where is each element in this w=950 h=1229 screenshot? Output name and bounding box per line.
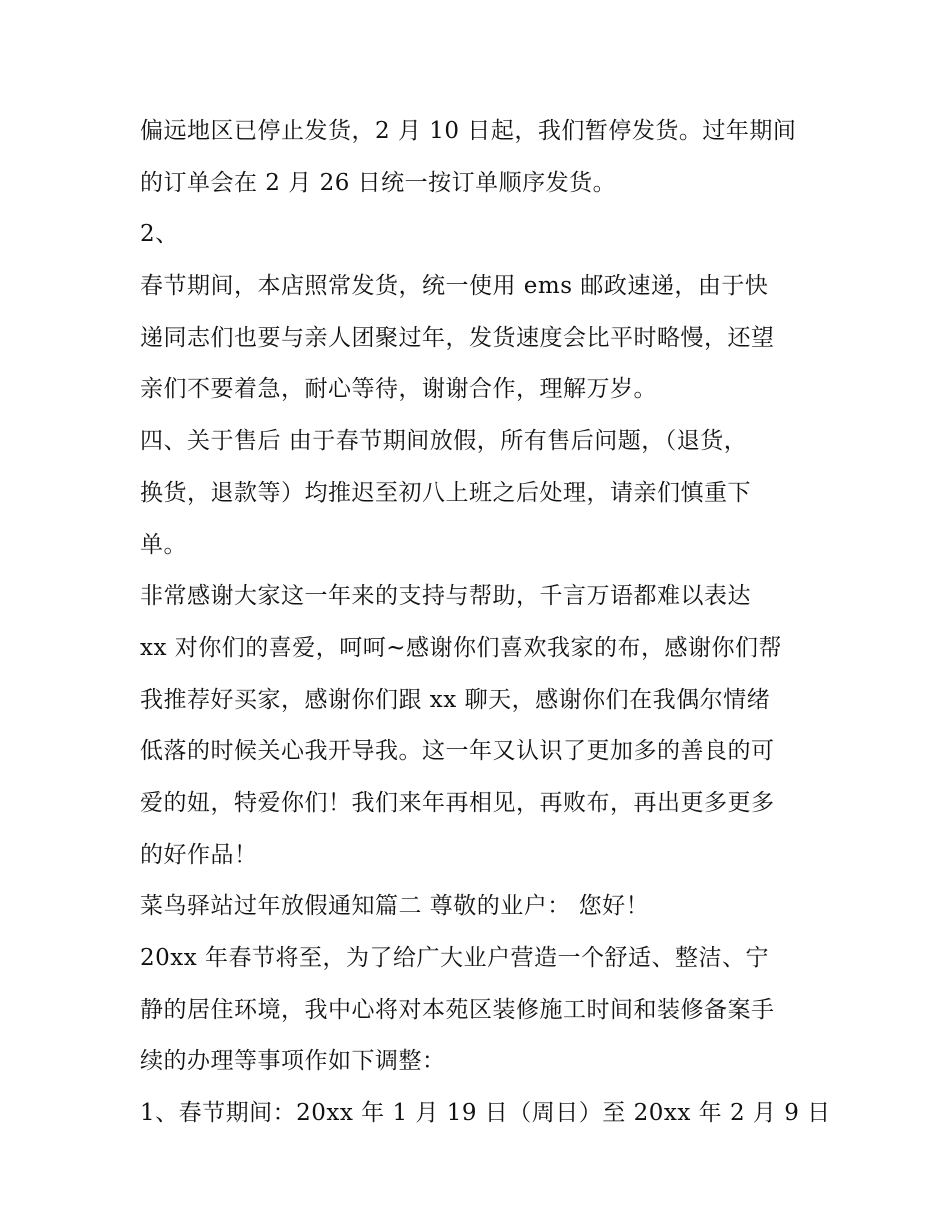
text-line: 我推荐好买家，感谢你们跟 xx 聊天，感谢你们在我偶尔情绪 [140,686,771,713]
text-line: 1、春节期间：20xx 年 1 月 19 日（周日）至 20xx 年 2 月 9 日 [140,1100,831,1127]
text-line: 续的办理等事项作如下调整： [140,1048,446,1075]
text-line: 爱的妞，特爱你们！我们来年再相见，再败布，再出更多更多 [140,789,775,816]
text-line: 四、关于售后 由于春节期间放假，所有售后问题，（退货， [140,428,748,455]
text-line: 单。 [140,531,187,558]
text-line: 静的居住环境，我中心将对本苑区装修施工时间和装修备案手 [140,996,775,1023]
text-line: xx 对你们的喜爱，呵呵~感谢你们喜欢我家的布，感谢你们帮 [140,634,783,661]
text-line: 亲们不要着急，耐心等待，谢谢合作，理解万岁。 [140,376,657,403]
text-line: 20xx 年春节将至，为了给广大业户营造一个舒适、整洁、宁 [140,945,770,971]
text-line: 春节期间，本店照常发货，统一使用 ems 邮政速递，由于快 [140,273,769,300]
text-line: 2、 [140,221,179,248]
text-line: 换货，退款等）均推迟至初八上班之后处理，请亲们慎重下 [140,479,751,506]
text-line: 的订单会在 2 月 26 日统一按订单顺序发货。 [140,169,617,196]
text-line: 偏远地区已停止发货，2 月 10 日起，我们暂停发货。过年期间 [140,118,797,144]
document-body [140,106,831,1140]
text-line: 的好作品！ [140,841,258,868]
text-line: 递同志们也要与亲人团聚过年，发货速度会比平时略慢，还望 [140,324,775,351]
section-heading: 菜鸟驿站过年放假通知篇二 尊敬的业户： 您好！ [140,893,650,920]
text-line: 低落的时候关心我开导我。这一年又认识了更加多的善良的可 [140,738,775,765]
text-line: 非常感谢大家这一年来的支持与帮助，千言万语都难以表达 [140,583,751,610]
